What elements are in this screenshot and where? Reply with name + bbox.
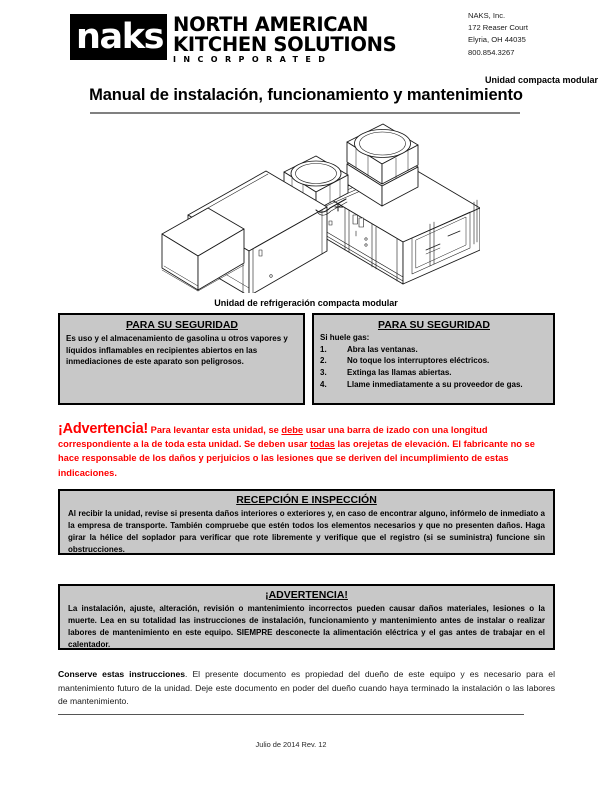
reception-inspection-box	[58, 489, 555, 555]
conserve-instructions-paragraph	[58, 668, 555, 709]
list-item	[320, 355, 548, 367]
conserve-body: . El presente documento es propiedad del dueño de este equipo y es necesario para el mantenimiento futuro de la unidad. Deje este documento en poder del dueño cuando haya terminado la instalación o las labores de mantenimiento.	[58, 669, 555, 706]
warning-lead-label: ¡Advertencia!	[58, 421, 149, 437]
title-divider	[90, 112, 520, 114]
safety-left-title: PARA SU SEGURIDAD	[125, 319, 238, 331]
step-text: Llame inmediatamente a su proveedor de gas.	[347, 379, 523, 389]
logo-line-north-american: NORTH AMERICAN	[173, 13, 369, 36]
title-eyebrow: Unidad compacta modular	[484, 75, 598, 85]
step-text: Extinga las llamas abiertas.	[347, 368, 452, 378]
warning-part1: Para levantar esta unidad, se	[148, 425, 282, 435]
logo-line-kitchen-solutions: KITCHEN SOLUTIONS	[173, 33, 397, 56]
logo-wordmark	[173, 14, 396, 65]
page-title: Manual de instalación, funcionamiento y mantenimiento	[89, 86, 523, 104]
reception-title: RECEPCIÓN E INSPECCIÓN	[236, 494, 377, 506]
address-street: 172 Reaser Court	[468, 23, 528, 33]
warning-part2: usar una barra de izado con una longitud correspondiente a la de toda esta unidad. Se deben usar	[58, 425, 488, 450]
warning-part3: las orejetas de elevación. El fabricante no se hace responsable de los daños y perjuicios o las lesiones que se deriven del incumplimiento de estas indicaciones.	[58, 439, 535, 478]
company-address-block	[468, 10, 598, 59]
safety-right-body	[320, 332, 548, 391]
naks-logo	[70, 14, 396, 65]
page-header	[0, 0, 612, 72]
step-text: No toque los interruptores eléctricos.	[347, 356, 490, 366]
warning-underline-debe: debe	[281, 425, 304, 435]
safety-box-gas-smell	[312, 313, 555, 405]
step-number: 4.	[320, 379, 327, 389]
gas-steps-list	[320, 344, 548, 391]
advertencia-box	[58, 584, 555, 650]
step-number: 3.	[320, 368, 327, 378]
gas-intro-text: Si huele gas:	[320, 333, 370, 342]
safety-right-title: PARA SU SEGURIDAD	[377, 319, 490, 331]
product-illustration	[140, 118, 480, 293]
advertencia-body: La instalación, ajuste, alteración, revisión o mantenimiento incorrectos pueden causar daños materiales, lesiones o la muerte. Lea en su totalidad las instrucciones de instalación, funcionamiento y mantenimiento antes de instalar o realizar labores de mantenimiento en este equipo. SIEMPRE desconecte la alimentación eléctrica y el gas antes de trabajar en el calentador.	[68, 604, 545, 649]
address-city-state-zip: Elyria, OH 44035	[468, 35, 526, 45]
reception-body: Al recibir la unidad, revise si presenta daños interiores o exteriores y, en caso de encontrar alguno, infórmelo de inmediato a la empresa de transporte. También compruebe que estén todos los elementos necesarios y que no presenten daños. Haga girar la hélice del soplador para verificar que rote libremente y verifique que el registro (si se suministra) funcione sin obstrucciones.	[68, 509, 545, 554]
logo-mark-naks: naks	[70, 14, 167, 60]
lifting-warning-text	[58, 422, 555, 480]
address-company: NAKS, Inc.	[468, 11, 506, 20]
conserve-bold-lead: Conserve estas instrucciones	[58, 669, 186, 679]
logo-line-incorporated: INCORPORATED	[173, 55, 333, 64]
step-number: 1.	[320, 344, 327, 354]
list-item	[320, 379, 548, 391]
figure-caption: Unidad de refrigeración compacta modular	[214, 298, 398, 308]
safety-left-body: Es uso y el almacenamiento de gasolina u otros vapores y líquidos inflamables en recipientes abiertos en las inmediaciones de este aparato son peligrosos.	[66, 334, 288, 367]
step-number: 2.	[320, 356, 327, 366]
address-phone: 800.854.3267	[468, 47, 515, 57]
list-item	[320, 367, 548, 379]
warning-underline-todas: todas	[310, 439, 335, 450]
step-text: Abra las ventanas.	[347, 344, 418, 354]
footer-divider	[58, 714, 524, 715]
advertencia-title: ¡ADVERTENCIA!	[265, 589, 348, 601]
list-item	[320, 344, 548, 356]
safety-box-gasoline	[58, 313, 305, 405]
footer-date-revision: Julio de 2014 Rev. 12	[255, 740, 327, 749]
